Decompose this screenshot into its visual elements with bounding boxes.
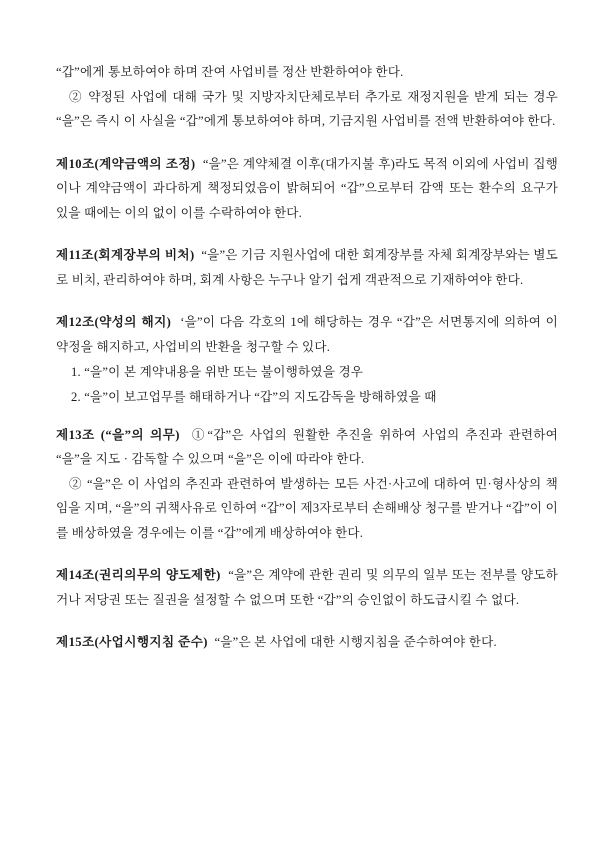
- article-13-heading: 제13조 (“을”의 의무): [56, 427, 180, 442]
- article-11-text: “을”은 기금 지원사업에 대한 회계장부를 자체 회계장부와는 별도로 비치, 관리하여야 하며, 회계 사항은 누구나 알기 쉽게 객관적으로 기재하여야 한다.: [56, 248, 558, 287]
- article-11-heading: 제11조(회계장부의 비처): [56, 248, 195, 263]
- article-13: [56, 423, 558, 472]
- article-13-clause-2: ② “을”은 이 사업의 추진과 관련하여 발생하는 모든 사건·사고에 대하여 민·형사상의 책임을 지며, “을”의 귀책사유로 인하여 “갑”이 제3자로부터 손해배상 청구를 받거나 “갑”이 이를 배상하였을 경우에는 이를 “갑”에게 배상하여야 한다.: [56, 476, 558, 540]
- list-item: 2. “을”이 보고업무를 해태하거나 “갑”의 지도감독을 방해하였을 때: [71, 390, 437, 405]
- article-13-spacer: [180, 428, 192, 442]
- article-10: [56, 152, 558, 226]
- article-12-heading: 제12조(약성의 해지): [56, 315, 172, 330]
- article-13-text: ①“갑”은 사업의 원활한 추진을 위하여 사업의 추진과 관련하여 “을”을 지도 · 감독할 수 있으며 “을”은 이에 따라야 한다.: [56, 427, 558, 467]
- article-14: [56, 563, 558, 612]
- paragraph-continued-1: “갑”에게 통보하여야 하며 잔여 사업비를 정산 반환하여야 한다.: [56, 65, 404, 79]
- article-12-spacer: [171, 315, 180, 329]
- document-body: [56, 60, 558, 655]
- article-12-list: [56, 360, 558, 409]
- article-10-spacer: [196, 157, 203, 171]
- article-15: [56, 630, 558, 655]
- article-15-spacer: [208, 635, 215, 649]
- article-10-text: “을”은 계약체결 이후(대가지불 후)라도 목적 이외에 사업비 집행이나 계약금액이 과다하게 책정되었음이 밝혀되어 “갑”으로부터 감액 또는 환수의 요구가 있을 때에는 이의 없이 이를 수락하여야 한다.: [56, 156, 558, 220]
- article-14-heading: 제14조(권리의무의 양도제한): [56, 568, 221, 583]
- article-14-text: “을”은 계약에 관한 권리 및 의무의 일부 또는 전부를 양도하거나 저당권 또는 질권을 설정할 수 없으며 또한 “갑”의 승인없이 하도급시킬 수 없다.: [56, 568, 558, 607]
- paragraph-continued-2: ② 약정된 사업에 대해 국가 및 지방자치단체로부터 추가로 재정지원을 받게 되는 경우 “을”은 즉시 이 사실을 “갑”에게 통보하여야 하며, 기금지원 사업비를 전액 반환하여야 한다.: [56, 89, 558, 129]
- article-11: [56, 243, 558, 292]
- article-10-heading: 제10조(계약금액의 조정): [56, 156, 196, 171]
- list-item: 1. “을”이 본 계약내용을 위반 또는 불이행하였을 경우: [71, 365, 364, 380]
- article-12-text: ‘을”이 다음 각호의 1에 해당하는 경우 “갑”은 서면통지에 의하여 이 약정을 해지하고, 사업비의 반환을 청구할 수 있다.: [56, 315, 558, 354]
- article-15-heading: 제15조(사업시행지침 준수): [56, 635, 208, 650]
- article-15-text: “을”은 본 사업에 대한 시행지침을 준수하여야 한다.: [214, 635, 497, 650]
- article-12: [56, 310, 558, 359]
